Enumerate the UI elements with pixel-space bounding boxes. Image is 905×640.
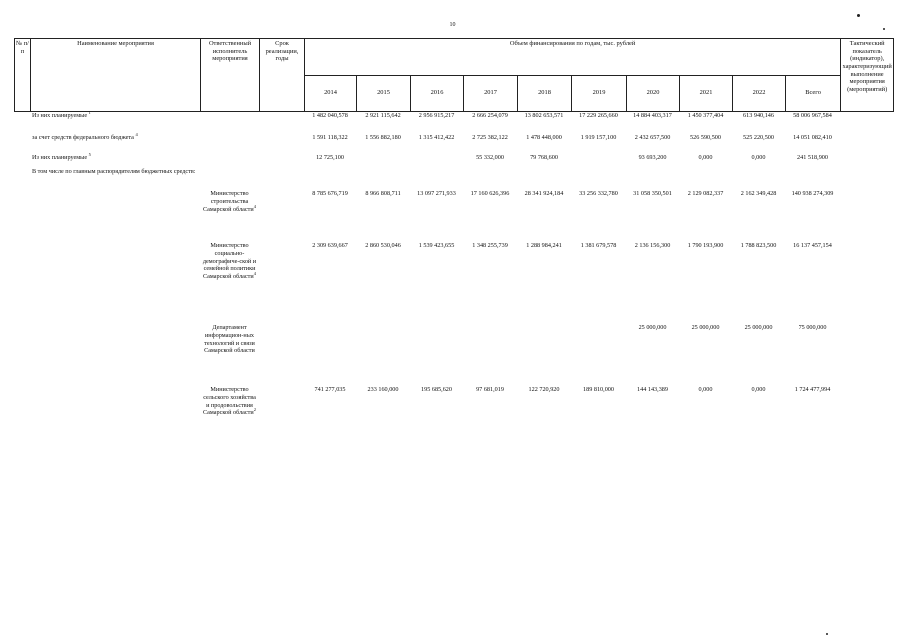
year-value-cell: 93 693,200 [638, 154, 667, 161]
responsible-executor: Департамент информацион-ных технологий и связи Самарской области [204, 324, 255, 355]
year-value-cell: 1 482 040,578 [312, 112, 348, 119]
total-value-cell: 75 000,000 [798, 324, 827, 331]
year-value-cell [410, 168, 463, 190]
row-period-cell [259, 386, 304, 448]
year-value-cell: 2 432 657,500 [634, 134, 671, 141]
footnote-mark: 4 [253, 270, 256, 276]
row-period-cell [259, 154, 304, 168]
year-value-cell: 189 810,000 [583, 386, 614, 393]
funding-table-body [14, 109, 893, 448]
year-value-cell: 2 725 382,122 [472, 134, 508, 141]
row-name: В том числе по главным распорядителям бюджетных средств: [32, 168, 196, 175]
year-value-cell [517, 168, 571, 190]
year-value-cell: 1 556 882,180 [365, 134, 401, 141]
footnote-mark: 4 [135, 131, 138, 137]
row-indicator-cell [840, 242, 893, 324]
year-value-cell: 33 256 332,780 [579, 190, 618, 197]
year-value-cell: 13 097 271,933 [417, 190, 456, 197]
year-value-cell: 1 381 679,578 [580, 242, 617, 249]
year-value-cell [732, 168, 785, 190]
year-value-cell: 28 341 924,184 [524, 190, 564, 197]
row-indicator-cell [840, 134, 893, 154]
row-name-cell [30, 242, 200, 324]
row-name-cell [30, 131, 200, 154]
row-num-cell [14, 324, 30, 386]
year-header: 2020 [627, 75, 680, 112]
header-num: № п/п [15, 39, 31, 112]
row-num-cell [14, 242, 30, 324]
year-value-cell [571, 168, 626, 190]
table-row [14, 154, 893, 168]
year-value-cell: 0,000 [751, 386, 766, 393]
year-value-cell [304, 324, 356, 386]
header-period: Срок реализации, годы [260, 39, 305, 112]
total-value-cell: 1 724 477,994 [794, 386, 831, 393]
year-value-cell: 1 348 255,739 [472, 242, 508, 249]
total-value-cell: 58 006 967,584 [793, 112, 832, 119]
year-value-cell: 1 919 157,100 [580, 134, 617, 141]
year-value-cell: 525 220,500 [743, 134, 774, 141]
year-value-cell: 2 129 082,337 [687, 190, 724, 197]
year-value-cell [571, 324, 626, 386]
row-period-cell [259, 242, 304, 324]
year-value-cell: 1 315 412,422 [418, 134, 455, 141]
year-value-cell: 526 590,500 [690, 134, 721, 141]
year-value-cell: 2 921 115,642 [365, 112, 401, 119]
row-num-cell [14, 190, 30, 242]
row-responsible-cell [200, 190, 259, 242]
year-value-cell: 195 685,620 [421, 386, 452, 393]
responsible-executor: Министерство сельского хозяйства и продовольствия Самарской области [203, 386, 256, 417]
year-value-cell: 31 058 350,501 [633, 190, 672, 197]
responsible-executor: Министерство строительства Самарской области [203, 190, 254, 213]
year-value-cell [463, 168, 517, 190]
year-value-cell: 25 000,000 [638, 324, 667, 331]
year-header: 2022 [733, 75, 786, 112]
row-num-cell [14, 168, 30, 190]
year-value-cell [571, 154, 626, 168]
footnote-mark: 2 [253, 407, 256, 413]
row-indicator-cell [840, 324, 893, 386]
year-header: 2016 [411, 75, 464, 112]
year-value-cell [410, 324, 463, 386]
year-value-cell: 25 000,000 [691, 324, 720, 331]
footnote-mark: 4 [253, 203, 256, 209]
year-value-cell [410, 154, 463, 168]
total-value-cell [785, 168, 840, 190]
row-num-cell [14, 112, 30, 134]
year-value-cell: 17 229 265,660 [579, 112, 618, 119]
row-indicator-cell [840, 190, 893, 242]
row-responsible-cell [200, 242, 259, 324]
year-value-cell: 79 768,600 [530, 154, 558, 161]
table-row [14, 112, 893, 134]
row-indicator-cell [840, 154, 893, 168]
scan-speck [883, 28, 885, 30]
year-header: 2015 [357, 75, 411, 112]
year-value-cell [304, 168, 356, 190]
header-responsible: Ответственный исполнитель мероприятия [201, 39, 260, 112]
row-num-cell [14, 134, 30, 154]
year-value-cell: 1 288 984,241 [526, 242, 562, 249]
year-header: 2014 [305, 75, 357, 112]
year-value-cell [356, 168, 410, 190]
year-header: 2019 [572, 75, 627, 112]
year-value-cell [626, 168, 679, 190]
row-responsible-cell [200, 134, 259, 154]
row-responsible-cell [200, 386, 259, 448]
row-indicator-cell [840, 168, 893, 190]
row-name-cell [30, 324, 200, 386]
year-value-cell: 55 332,000 [476, 154, 504, 161]
row-period-cell [259, 112, 304, 134]
row-period-cell [259, 324, 304, 386]
year-value-cell: 2 162 349,428 [740, 190, 777, 197]
year-value-cell: 2 666 254,079 [472, 112, 508, 119]
row-responsible-cell [200, 154, 259, 168]
year-value-cell: 8 966 808,711 [365, 190, 401, 197]
year-value-cell [679, 168, 732, 190]
year-value-cell: 0,000 [698, 386, 713, 393]
table-row [14, 190, 893, 242]
row-name-cell [30, 109, 200, 134]
row-responsible-cell [200, 112, 259, 134]
row-name-cell [30, 190, 200, 242]
year-header-total: Всего [786, 75, 841, 112]
table-row [14, 168, 893, 190]
responsible-executor: Министерство социально-демографиче-ской и семейной политики Самарской области [202, 242, 257, 280]
year-value-cell: 0,000 [698, 154, 713, 161]
year-value-cell: 2 136 156,300 [634, 242, 671, 249]
row-name: Из них планируемые [32, 154, 88, 161]
year-value-cell: 17 160 626,396 [470, 190, 510, 197]
year-header: 2018 [518, 75, 572, 112]
table-row [14, 134, 893, 154]
footnote-mark: 1 [88, 109, 91, 115]
year-value-cell: 613 940,146 [743, 112, 774, 119]
year-value-cell: 97 681,019 [476, 386, 504, 393]
total-value-cell: 16 137 457,154 [793, 242, 832, 249]
row-name-cell [30, 386, 200, 448]
total-value-cell: 14 051 082,410 [793, 134, 832, 141]
total-value-cell: 140 938 274,309 [791, 190, 834, 197]
year-value-cell [517, 324, 571, 386]
row-responsible-cell [200, 324, 259, 386]
row-name: Из них планируемые [32, 112, 88, 119]
year-value-cell [356, 154, 410, 168]
year-value-cell: 1 539 423,655 [418, 242, 455, 249]
row-period-cell [259, 168, 304, 190]
year-value-cell: 122 720,920 [528, 386, 560, 393]
row-name: за счет средств федерального бюджета [32, 134, 134, 141]
year-value-cell: 8 785 676,719 [312, 190, 348, 197]
scan-speck [826, 633, 828, 635]
year-value-cell: 2 860 530,046 [365, 242, 401, 249]
row-num-cell [14, 386, 30, 448]
year-value-cell: 12 725,100 [316, 154, 344, 161]
year-value-cell: 1 450 377,404 [687, 112, 724, 119]
page-number: 10 [449, 22, 456, 28]
header-indicator: Тактический показатель (индикатор), характеризующий выполнение мероприятия (мероприятий) [841, 39, 894, 112]
scan-speck [857, 14, 860, 17]
year-value-cell: 2 956 915,217 [418, 112, 455, 119]
year-value-cell: 13 802 653,571 [524, 112, 564, 119]
table-row [14, 242, 893, 324]
year-value-cell [356, 324, 410, 386]
header-table [14, 38, 894, 112]
year-value-cell: 1 788 823,500 [740, 242, 777, 249]
header-funding: Объем финансирования по годам, тыс. рублей [305, 39, 841, 76]
year-value-cell: 14 884 403,317 [633, 112, 672, 119]
year-value-cell: 1 591 118,322 [312, 134, 348, 141]
year-value-cell: 233 160,000 [367, 386, 399, 393]
year-header: 2017 [464, 75, 518, 112]
year-value-cell: 25 000,000 [744, 324, 773, 331]
year-header: 2021 [680, 75, 733, 112]
row-name-cell [30, 168, 259, 190]
table-row [14, 386, 893, 448]
row-period-cell [259, 190, 304, 242]
row-num-cell [14, 154, 30, 168]
table-row [14, 324, 893, 386]
row-indicator-cell [840, 112, 893, 134]
footnote-mark: 5 [88, 151, 91, 157]
year-value-cell: 2 309 639,667 [312, 242, 348, 249]
header-name: Наименование мероприятия [31, 39, 201, 112]
year-value-cell: 1 790 193,900 [687, 242, 724, 249]
year-value-cell: 741 277,035 [314, 386, 346, 393]
row-indicator-cell [840, 386, 893, 448]
total-value-cell: 241 518,900 [797, 154, 828, 161]
year-value-cell [463, 324, 517, 386]
row-name-cell [30, 151, 200, 168]
year-value-cell: 1 478 448,000 [526, 134, 562, 141]
year-value-cell: 0,000 [751, 154, 766, 161]
row-period-cell [259, 134, 304, 154]
year-value-cell: 144 143,389 [637, 386, 668, 393]
